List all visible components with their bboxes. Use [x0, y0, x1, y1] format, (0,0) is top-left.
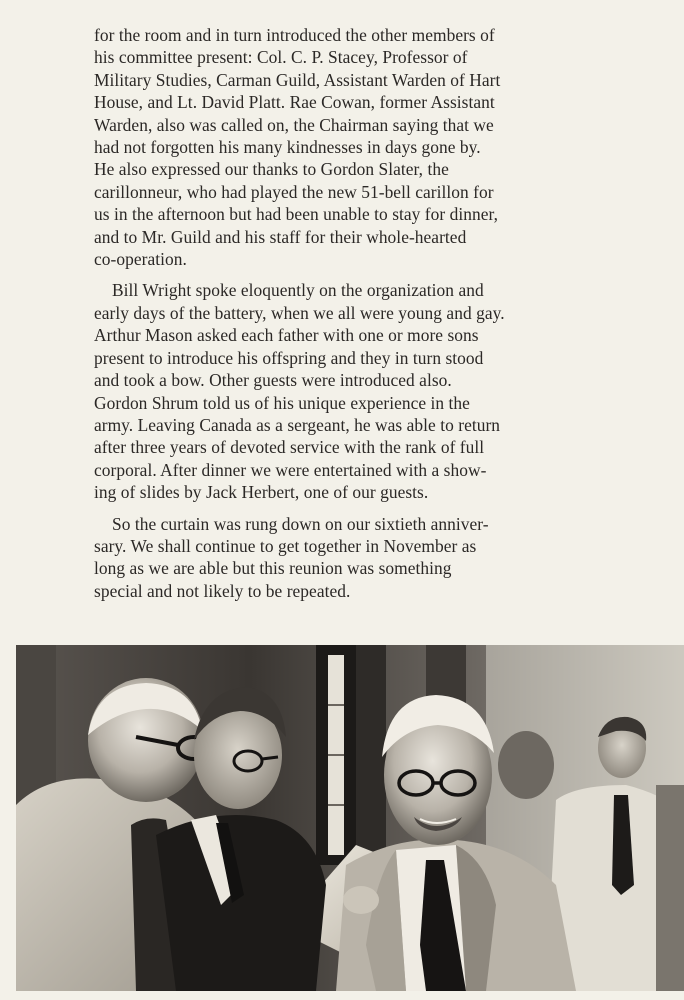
text-line: his committee present: Col. C. P. Stacey, Professor of — [94, 47, 468, 68]
text-line: present to introduce his offspring and they in turn stood — [94, 347, 484, 368]
text-line: Warden, also was called on, the Chairman saying that we — [94, 114, 494, 135]
text-line: Gordon Shrum told us of his unique experience in the — [94, 392, 470, 413]
group-photograph — [16, 645, 684, 991]
text-line: and to Mr. Guild and his staff for their whole-hearted — [94, 226, 467, 247]
paragraph-2 — [94, 279, 594, 503]
text-line: ing of slides by Jack Herbert, one of our guests. — [94, 482, 429, 503]
text-line: Arthur Mason asked each father with one or more sons — [94, 325, 479, 346]
text-line: and took a bow. Other guests were introduced also. — [94, 370, 452, 391]
text-line: House, and Lt. David Platt. Rae Cowan, former Assistant — [94, 92, 495, 113]
text-line: Military Studies, Carman Guild, Assistant Warden of Hart — [94, 69, 501, 90]
text-line: army. Leaving Canada as a sergeant, he was able to return — [94, 414, 501, 435]
text-line: for the room and in turn introduced the other members of — [94, 25, 495, 45]
text-line: after three years of devoted service with the rank of full — [94, 437, 485, 458]
text-line: had not forgotten his many kindnesses in days gone by. — [94, 137, 481, 158]
text-line: sary. We shall continue to get together in November as — [94, 535, 477, 556]
article-text — [94, 24, 594, 611]
text-line: early days of the battery, when we all were young and gay. — [94, 302, 505, 323]
text-line: Bill Wright spoke eloquently on the organization and — [112, 280, 484, 301]
photograph-image — [16, 645, 684, 991]
text-line: carillonneur, who had played the new 51-bell carillon for — [94, 181, 494, 202]
text-line: corporal. After dinner we were entertained with a show- — [94, 459, 487, 480]
text-line: long as we are able but this reunion was something — [94, 558, 452, 579]
text-line: So the curtain was rung down on our sixtieth anniver- — [112, 513, 489, 534]
text-line: special and not likely to be repeated. — [94, 580, 351, 601]
paragraph-1 — [94, 24, 594, 270]
text-line: us in the afternoon but had been unable to stay for dinner, — [94, 204, 499, 225]
text-line: He also expressed our thanks to Gordon Slater, the — [94, 159, 449, 180]
paragraph-3 — [94, 513, 594, 603]
text-line: co-operation. — [94, 249, 187, 270]
